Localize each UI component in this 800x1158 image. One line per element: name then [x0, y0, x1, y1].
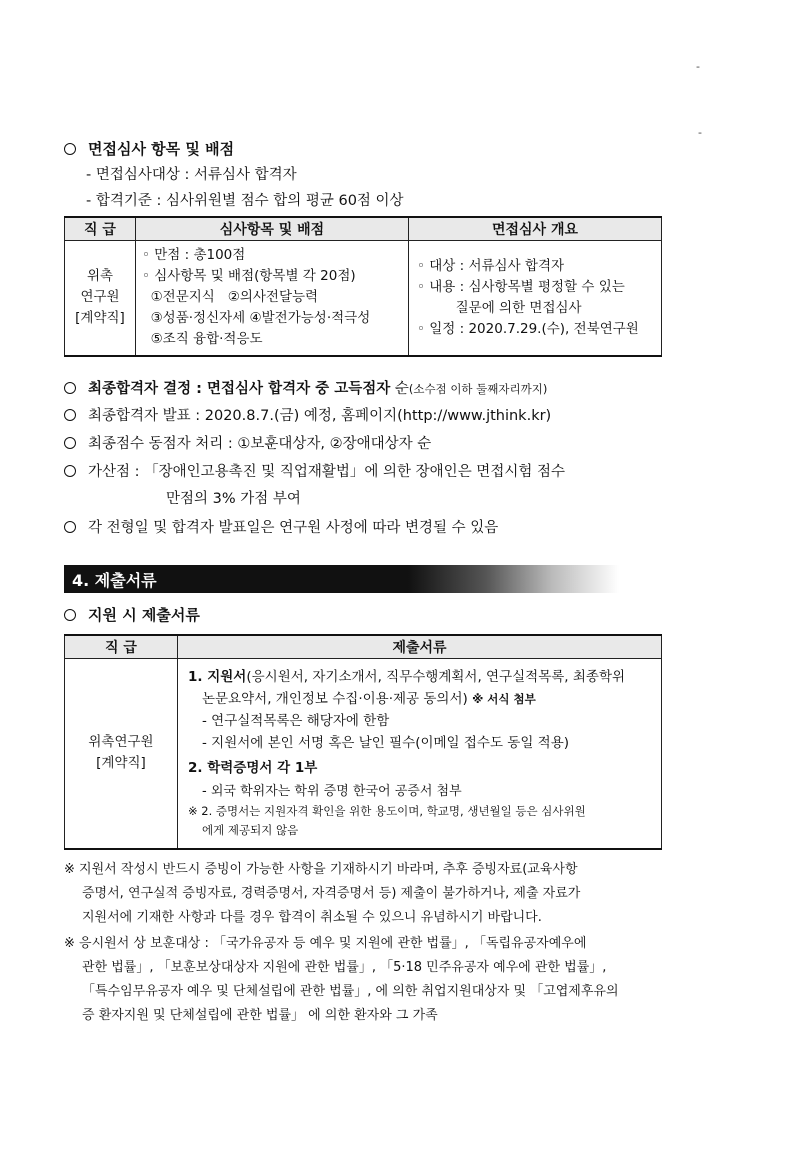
- rank-cell: 위촉 연구원 [계약직]: [65, 241, 136, 356]
- circle-bullet-icon: [64, 143, 76, 155]
- documents-cell: [178, 659, 662, 849]
- item-2-note-2: 에게 제공되지 않음: [202, 823, 299, 838]
- interview-table: [64, 216, 662, 357]
- item-2-sub-1: - 외국 학위자는 학위 증명 한국어 공증서 첨부: [202, 784, 462, 800]
- overview-cell: ◦ 대상 : 서류심사 합격자 ◦ 내용 : 심사항목별 평정할 수 있는 질문에 의한 면접심사 ◦ 일정 : 2020.7.29.(수), 전북연구원: [409, 241, 662, 356]
- col-items: 심사항목 및 배점: [136, 217, 409, 241]
- interview-criteria: - 합격기준 : 심사위원별 점수 합의 평균 60점 이상: [86, 193, 404, 209]
- circle-bullet-icon: [64, 609, 76, 621]
- circle-bullet-icon: [64, 382, 76, 394]
- interview-target: - 면접심사대상 : 서류심사 합격자: [86, 167, 297, 183]
- circle-bullet-icon: [64, 437, 76, 449]
- item-2-note-1: ※ 2. 증명서는 지원자격 확인을 위한 용도이며, 학교명, 생년월일 등은 심사위원: [188, 804, 586, 819]
- note-evidence: ※ 지원서 작성시 반드시 증빙이 가능한 사항을 기재하시기 바라며, 추후 증빙자료(교육사항 증명서, 연구실적 증빙자료, 경력증명서, 자격증명서 등) 제출이 불가하거나, 제출 자료가 지원서에 기재한 사항과 다를 경우 합격이 취소될 수 있으니 유념하시기 바랍니다.: [64, 862, 581, 925]
- corner-mark-top: -: [696, 60, 700, 73]
- submission-heading: 지원 시 제출서류: [64, 604, 200, 625]
- section-4-title: 4. 제출서류: [72, 571, 157, 590]
- bullet-final-decision: 최종합격자 결정 : 면접심사 합격자 중 고득점자 순(소수점 이하 둘째자리까지): [64, 377, 547, 398]
- submission-table: [64, 634, 662, 850]
- circle-bullet-icon: [64, 409, 76, 421]
- col-overview: 면접심사 개요: [409, 217, 662, 241]
- corner-mark-lower: -: [698, 126, 702, 139]
- circle-bullet-icon: [64, 465, 76, 477]
- item-2-title: 2. 학력증명서 각 1부: [188, 760, 318, 777]
- circle-bullet-icon: [64, 521, 76, 533]
- bullet-tie-break: 최종점수 동점자 처리 : ①보훈대상자, ②장애대상자 순: [64, 432, 431, 453]
- interview-heading: 면접심사 항목 및 배점: [64, 138, 234, 159]
- note-veterans: ※ 응시원서 상 보훈대상 : 「국가유공자 등 예우 및 지원에 관한 법률」, 「독립유공자예우에 관한 법률」, 「보훈보상대상자 지원에 관한 법률」, 「5·18 민주유공자 예우에 관한 법률」, 「특수임무유공자 예우 및 단체설립에 관한 법률」, 에 의한 취업지원대상자 및 「고엽제후유의 증 환자지원 및 단체설립에 관한 법률」 에 의한 환자와 그 가족: [64, 936, 619, 1023]
- col-rank: 직 급: [65, 635, 178, 659]
- bullet-schedule-change: 각 전형일 및 합격자 발표일은 연구원 사정에 따라 변경될 수 있음: [64, 516, 498, 537]
- section-4-title-bar: [64, 565, 619, 593]
- bullet-announcement: 최종합격자 발표 : 2020.8.7.(금) 예정, 홈페이지(http://www.jthink.kr): [64, 404, 551, 425]
- item-1-line-2: 논문요약서, 개인정보 수집·이용·제공 동의서) ※ 서식 첨부: [202, 691, 536, 708]
- rank-cell: 위촉연구원 [계약직]: [65, 659, 178, 849]
- col-documents: 제출서류: [178, 635, 662, 659]
- item-1-sub-2: - 지원서에 본인 서명 혹은 날인 필수(이메일 접수도 동일 적용): [202, 735, 570, 752]
- bullet-bonus-points-cont: 만점의 3% 가점 부여: [166, 491, 301, 507]
- col-rank: 직 급: [65, 217, 136, 241]
- item-1-line: 1. 지원서(응시원서, 자기소개서, 직무수행계획서, 연구실적목록, 최종학위: [188, 669, 626, 686]
- bullet-bonus-points: 가산점 : 「장애인고용촉진 및 직업재활법」에 의한 장애인은 면접시험 점수: [64, 460, 565, 481]
- items-cell: ◦ 만점 : 총100점 ◦ 심사항목 및 배점(항목별 각 20점) ①전문지식 ②의사전달능력 ③성품·정신자세 ④발전가능성·적극성 ⑤조직 융합·적응도: [136, 241, 409, 356]
- item-1-sub-1: - 연구실적목록은 해당자에 한함: [202, 713, 390, 730]
